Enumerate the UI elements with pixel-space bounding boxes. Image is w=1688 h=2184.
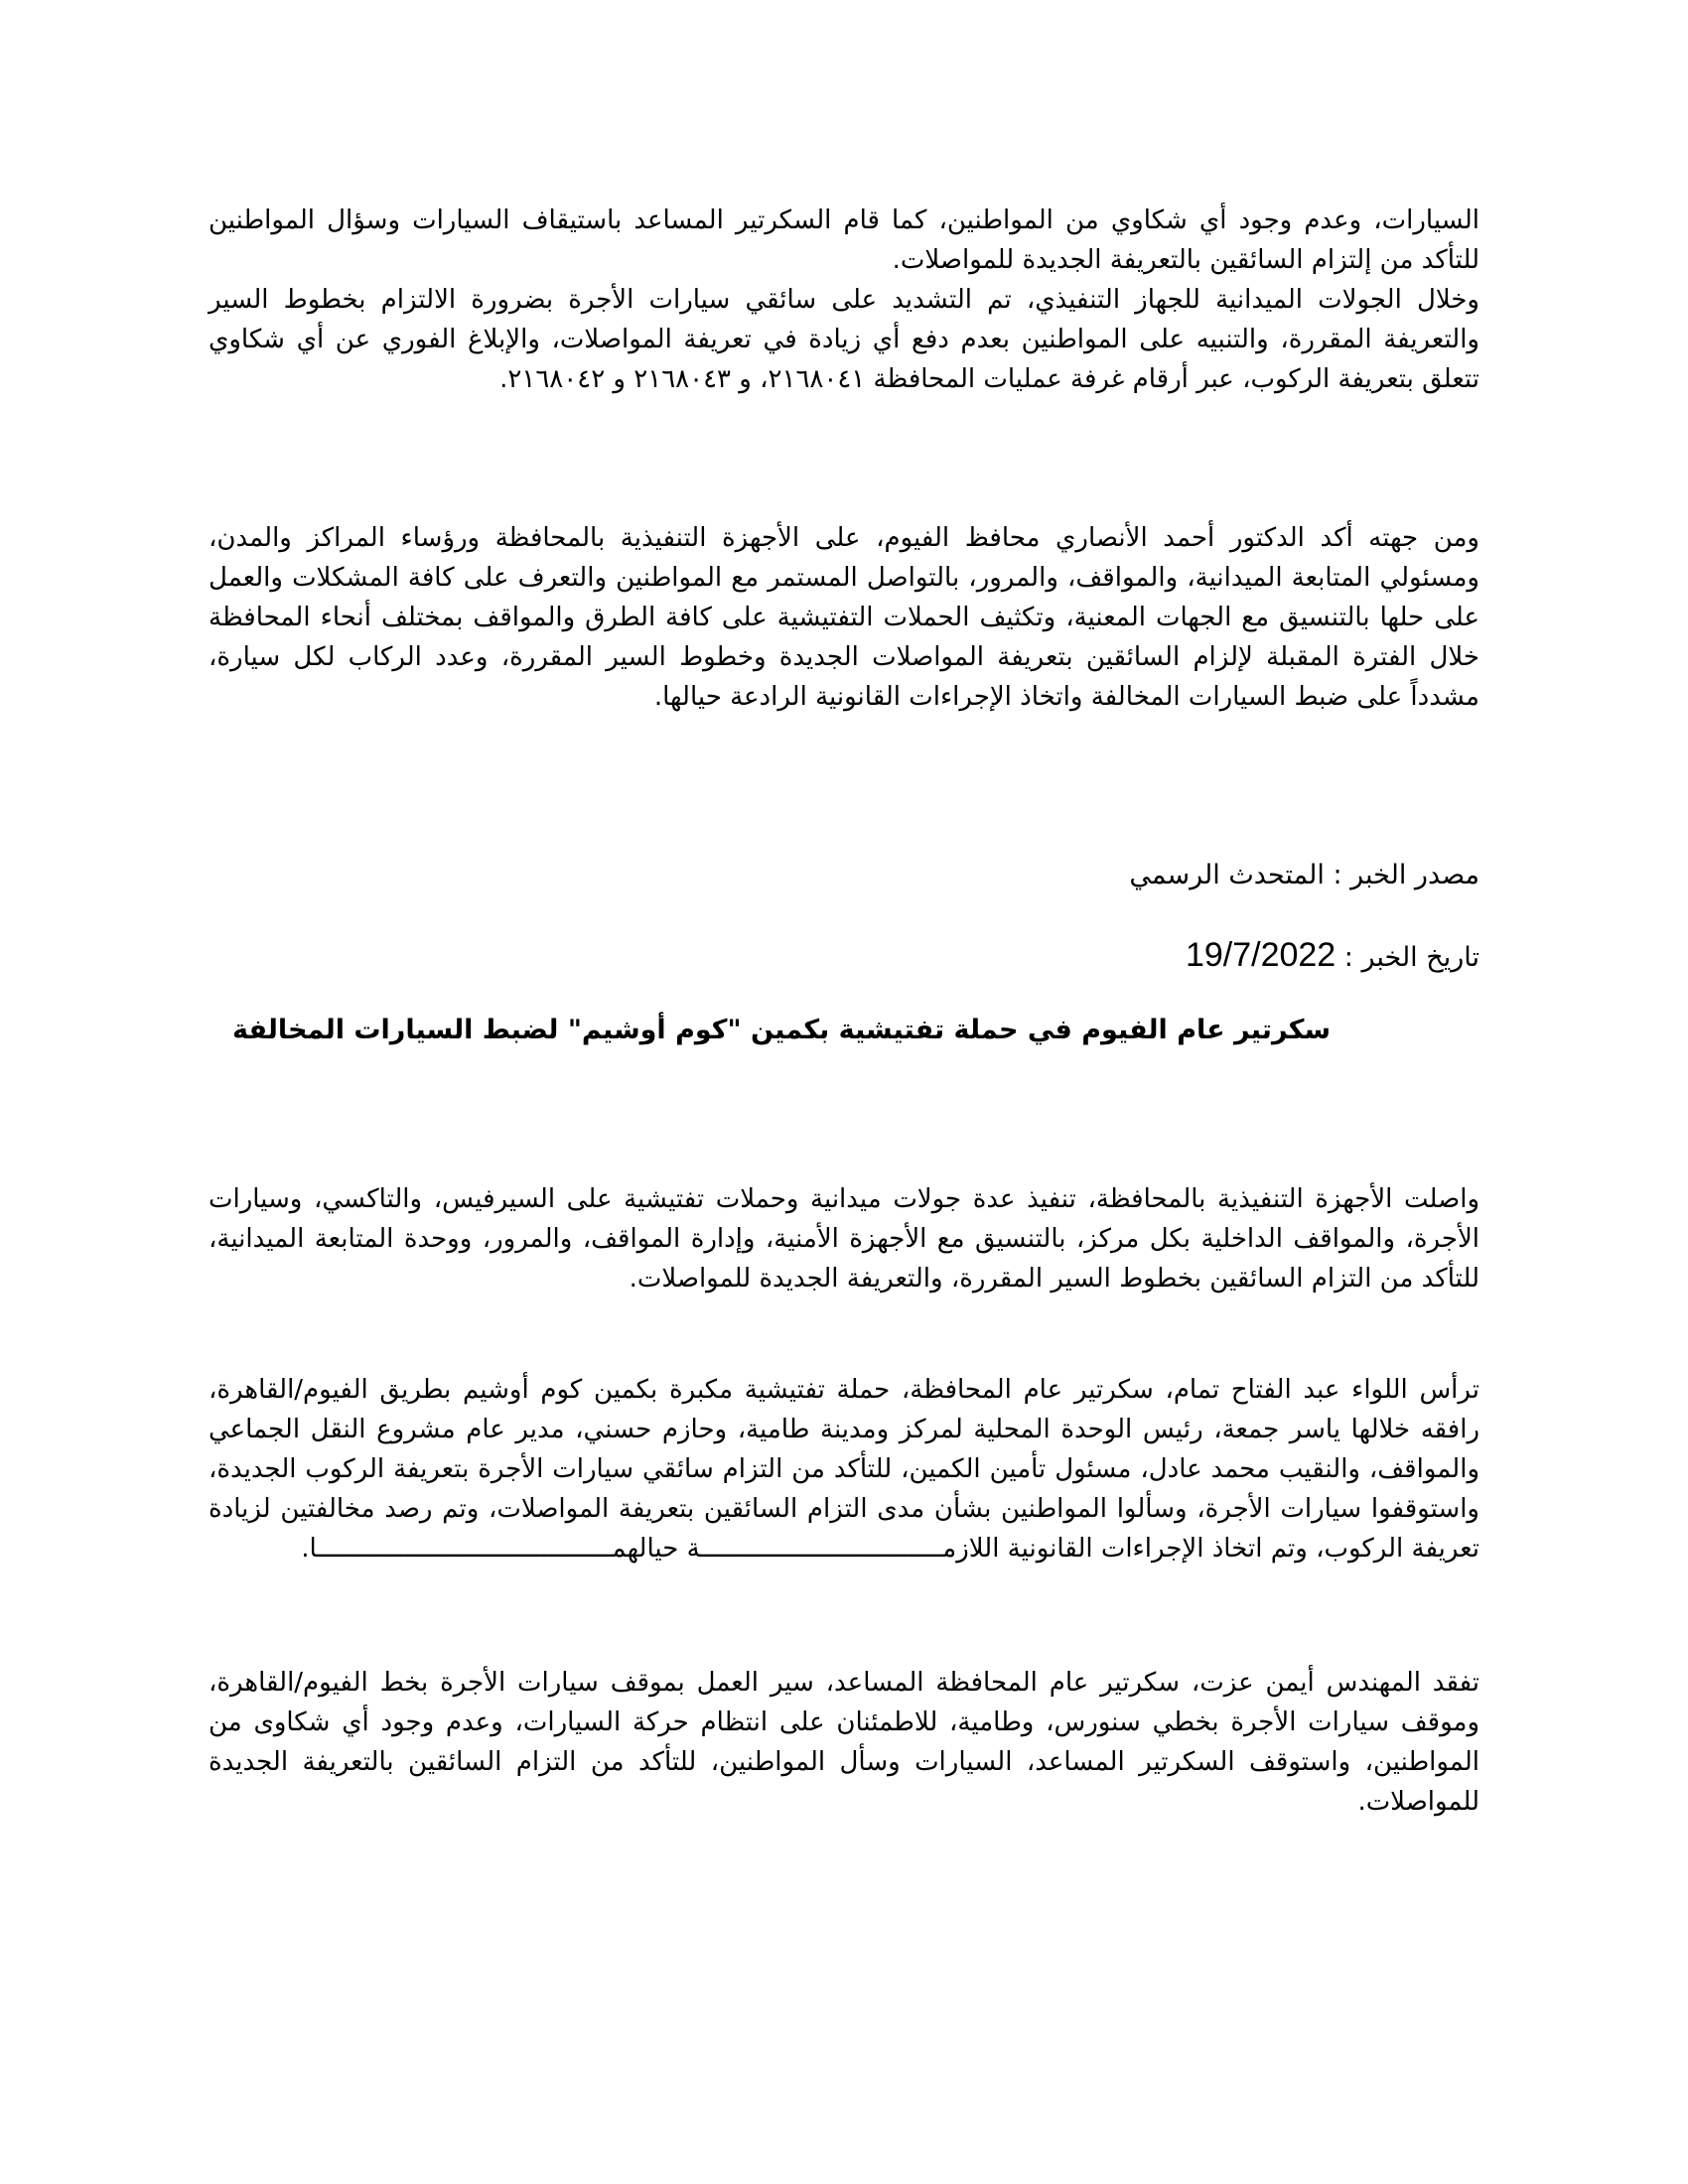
news-date-value: 19/7/2022 — [1185, 936, 1336, 974]
paragraph-continuation: السيارات، وعدم وجود أي شكاوي من المواطنين، كما قام السكرتير المساعد باستيقاف السيارات وسؤال المواطنين للتأكد من إلتزام السائقين بالتعريفة الجديدة للمواصلات. وخلال الجولات الميدانية للجهاز التنفيذي، تم التشديد على سائقي سيارات الأجرة بضرورة الالتزام بخطوط السير والتعريفة المقررة، والتنبيه على المواطنين بعدم دفع أي زيادة في تعريفة المواصلات، والإبلاغ الفوري عن أي شكاوي تتعلق بتعريفة الركوب، عبر أرقام غرفة عمليات المحافظة ٢١٦٨٠٤١، و ٢١٦٨٠٤٣ و ٢١٦٨٠٤٢. — [209, 205, 1479, 394]
news-source-line: مصدر الخبر : المتحدث الرسمي — [1129, 860, 1479, 890]
paragraph-field-tours: واصلت الأجهزة التنفيذية بالمحافظة، تنفيذ عدة جولات ميدانية وحملات تفتيشية على السيرفيس، والتاكسي، وسيارات الأجرة، والمواقف الداخلية بكل مركز، بالتنسيق مع الأجهزة الأمنية، وإدارة المواقف، والمرور، ووحدة المتابعة الميدانية، للتأكد من التزام السائقين بخطوط السير المقررة، والتعريفة الجديدة للمواصلات. — [209, 1184, 1479, 1294]
news-date-label: تاريخ الخبر : — [1336, 942, 1479, 973]
news-headline: سكرتير عام الفيوم في حملة تفتيشية بكمين "كوم أوشيم" لضبط السيارات المخالفة — [231, 1015, 1331, 1045]
paragraph-inspection-campaign: ترأس اللواء عبد الفتاح تمام، سكرتير عام المحافظة، حملة تفتيشية مكبرة بكمين كوم أوشيم بطريق الفيوم/القاهرة، رافقه خلالها ياسر جمعة، رئيس الوحدة المحلية لمركز ومدينة طامية، وحازم حسني، مدير عام مشروع النقل الجماعي والمواقف، والنقيب محمد عادل، مسئول تأمين الكمين، للتأكد من التزام سائقي سيارات الأجرة بتعريفة الركوب الجديدة، واستوقفوا سيارات الأجرة، وسألوا المواطنين بشأن مدى التزام السائقين بتعريفة المواصلات، وتم رصد مخالفتين لزيادة تعريفة الركوب، وتم اتخاذ الإجراءات القانونية اللازمــــــــــــــــــــــــــــــــة حيالهمـــــــــــــــــــــــــــــــــــــــا. — [209, 1375, 1479, 1564]
paragraph-assistant-secretary-visit: تفقد المهندس أيمن عزت، سكرتير عام المحافظة المساعد، سير العمل بموقف سيارات الأجرة بخط الفيوم/القاهرة، وموقف سيارات الأجرة بخطي سنورس، وطامية، للاطمئنان على انتظام حركة السيارات، وعدم وجود أي شكاوى من المواطنين، واستوقف السكرتير المساعد، السيارات وسأل المواطنين، للتأكد من التزام السائقين بالتعريفة الجديدة للمواصلات. — [209, 1668, 1479, 1817]
paragraph-governor-statement: ومن جهته أكد الدكتور أحمد الأنصاري محافظ الفيوم، على الأجهزة التنفيذية بالمحافظة ورؤساء المراكز والمدن، ومسئولي المتابعة الميدانية، والمواقف، والمرور، بالتواصل المستمر مع المواطنين والتعرف على كافة المشكلات والعمل على حلها بالتنسيق مع الجهات المعنية، وتكثيف الحملات التفتيشية على كافة الطرق والمواقف بمختلف أنحاء المحافظة خلال الفترة المقبلة لإلزام السائقين بتعريفة المواصلات الجديدة وخطوط السير المقررة، وعدد الركاب لكل سيارة، مشدداً على ضبط السيارات المخالفة واتخاذ الإجراءات القانونية الرادعة حيالها. — [209, 523, 1479, 712]
news-date-line — [1186, 935, 1479, 978]
